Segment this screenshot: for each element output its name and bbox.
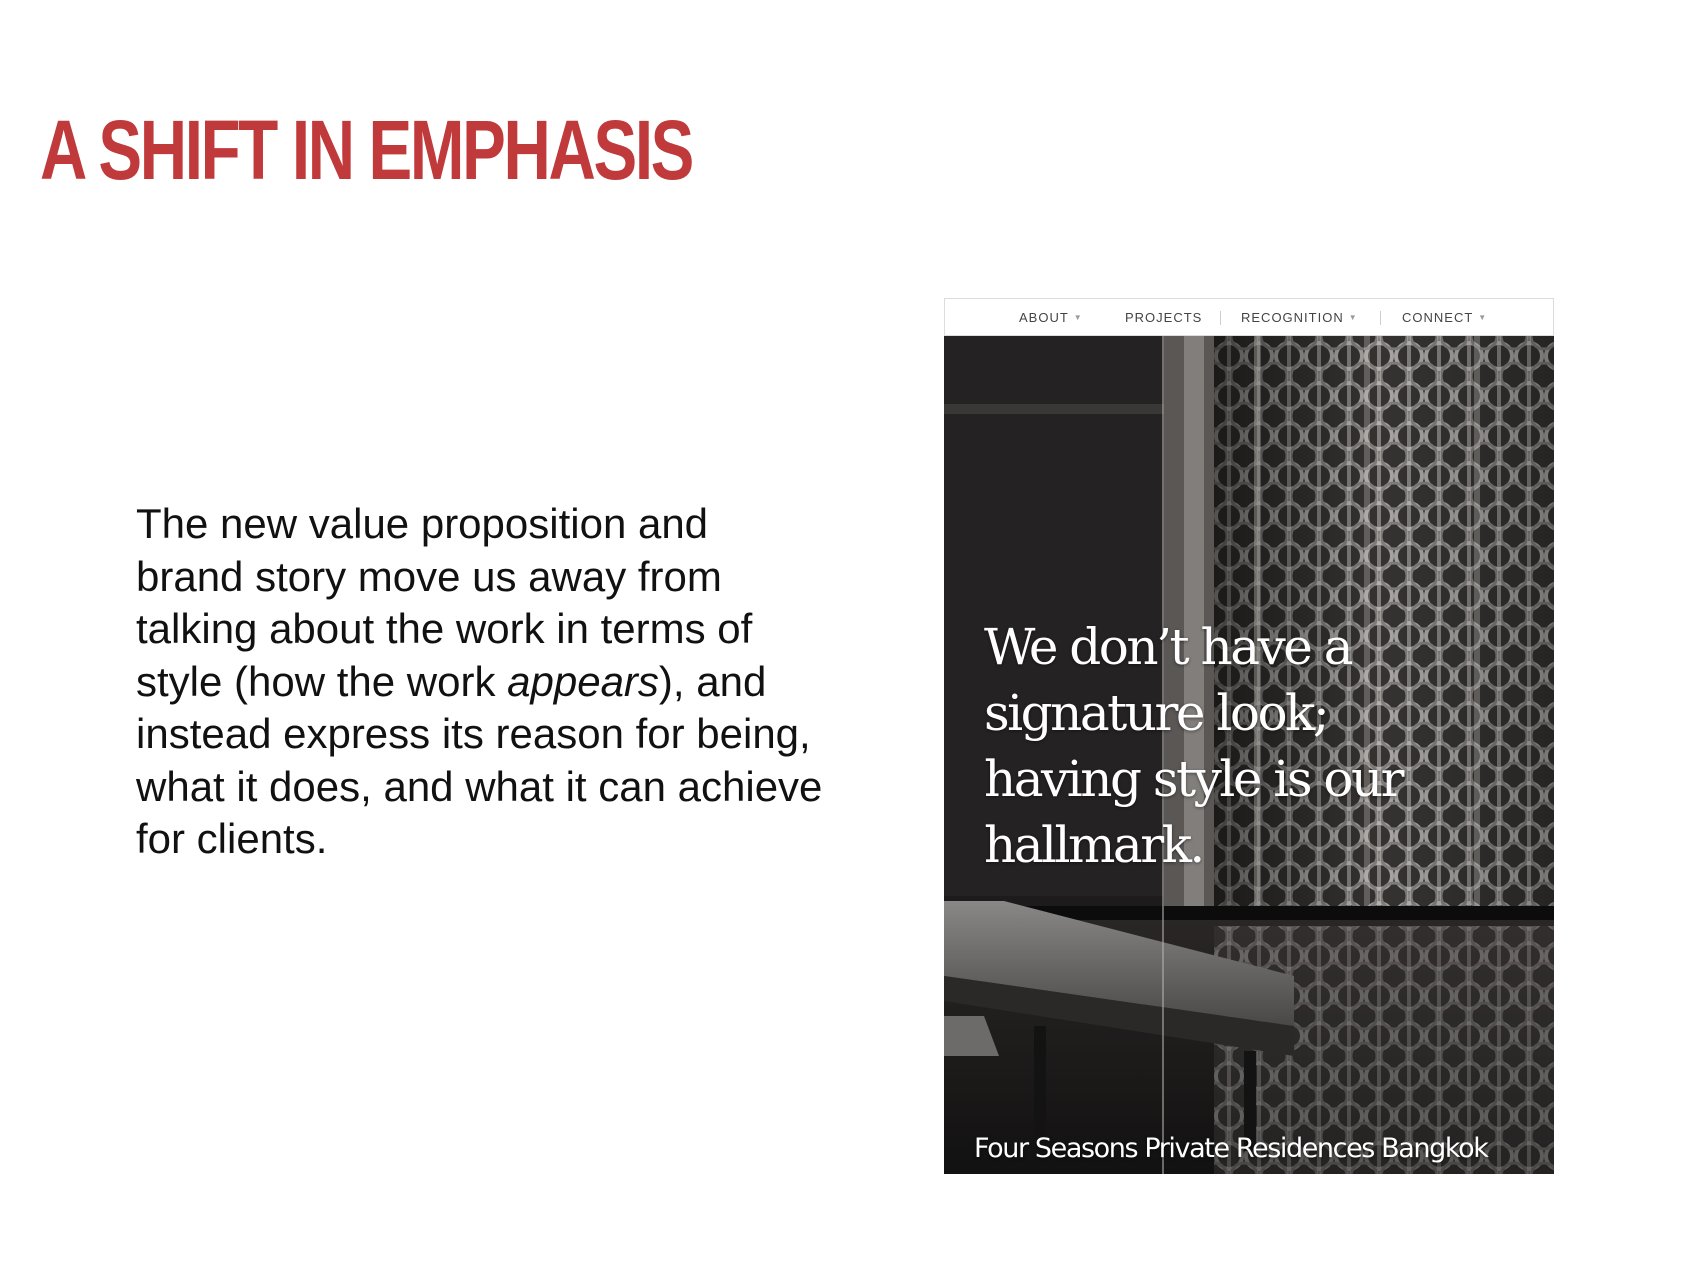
nav-item-label: CONNECT [1402, 310, 1474, 325]
quote-line: hallmark. [984, 816, 1203, 874]
quote-line: having style is our [984, 750, 1403, 808]
website-nav-bar [944, 298, 1554, 336]
photo-caption: Four Seasons Private Residences Bangkok [974, 1133, 1488, 1164]
quote-line: We don’t have a [984, 618, 1352, 676]
nav-item-about[interactable] [1019, 310, 1083, 325]
body-emphasis: appears [507, 657, 659, 705]
quote-line: signature look; [984, 684, 1328, 742]
body-line-end: ), and [658, 657, 767, 705]
nav-item-projects[interactable] [1125, 310, 1202, 325]
body-line: what it does, and what it can achieve [136, 762, 823, 810]
slide-title: A SHIFT IN EMPHASIS [40, 103, 693, 197]
nav-item-label: RECOGNITION [1241, 310, 1344, 325]
nav-item-connect[interactable] [1402, 310, 1487, 325]
body-line [136, 656, 896, 709]
chevron-down-icon: ▼ [1478, 313, 1488, 322]
nav-item-label: PROJECTS [1125, 310, 1203, 325]
body-line: instead express its reason for being, [136, 710, 811, 757]
chevron-down-icon: ▼ [1348, 313, 1358, 322]
chevron-down-icon: ▼ [1073, 313, 1083, 322]
website-screenshot [944, 298, 1554, 1174]
body-line: for clients. [136, 815, 328, 862]
body-line: The new value proposition and [136, 500, 709, 547]
nav-divider [1380, 311, 1381, 325]
nav-item-recognition[interactable] [1241, 310, 1358, 325]
body-line: brand story move us away from [136, 552, 722, 600]
body-line: talking about the work in terms of [136, 605, 753, 652]
nav-item-label: ABOUT [1019, 310, 1069, 325]
hero-quote [984, 614, 1402, 878]
nav-divider [1220, 311, 1221, 325]
body-line-start: style (how the work [136, 657, 508, 705]
body-paragraph [136, 498, 896, 866]
